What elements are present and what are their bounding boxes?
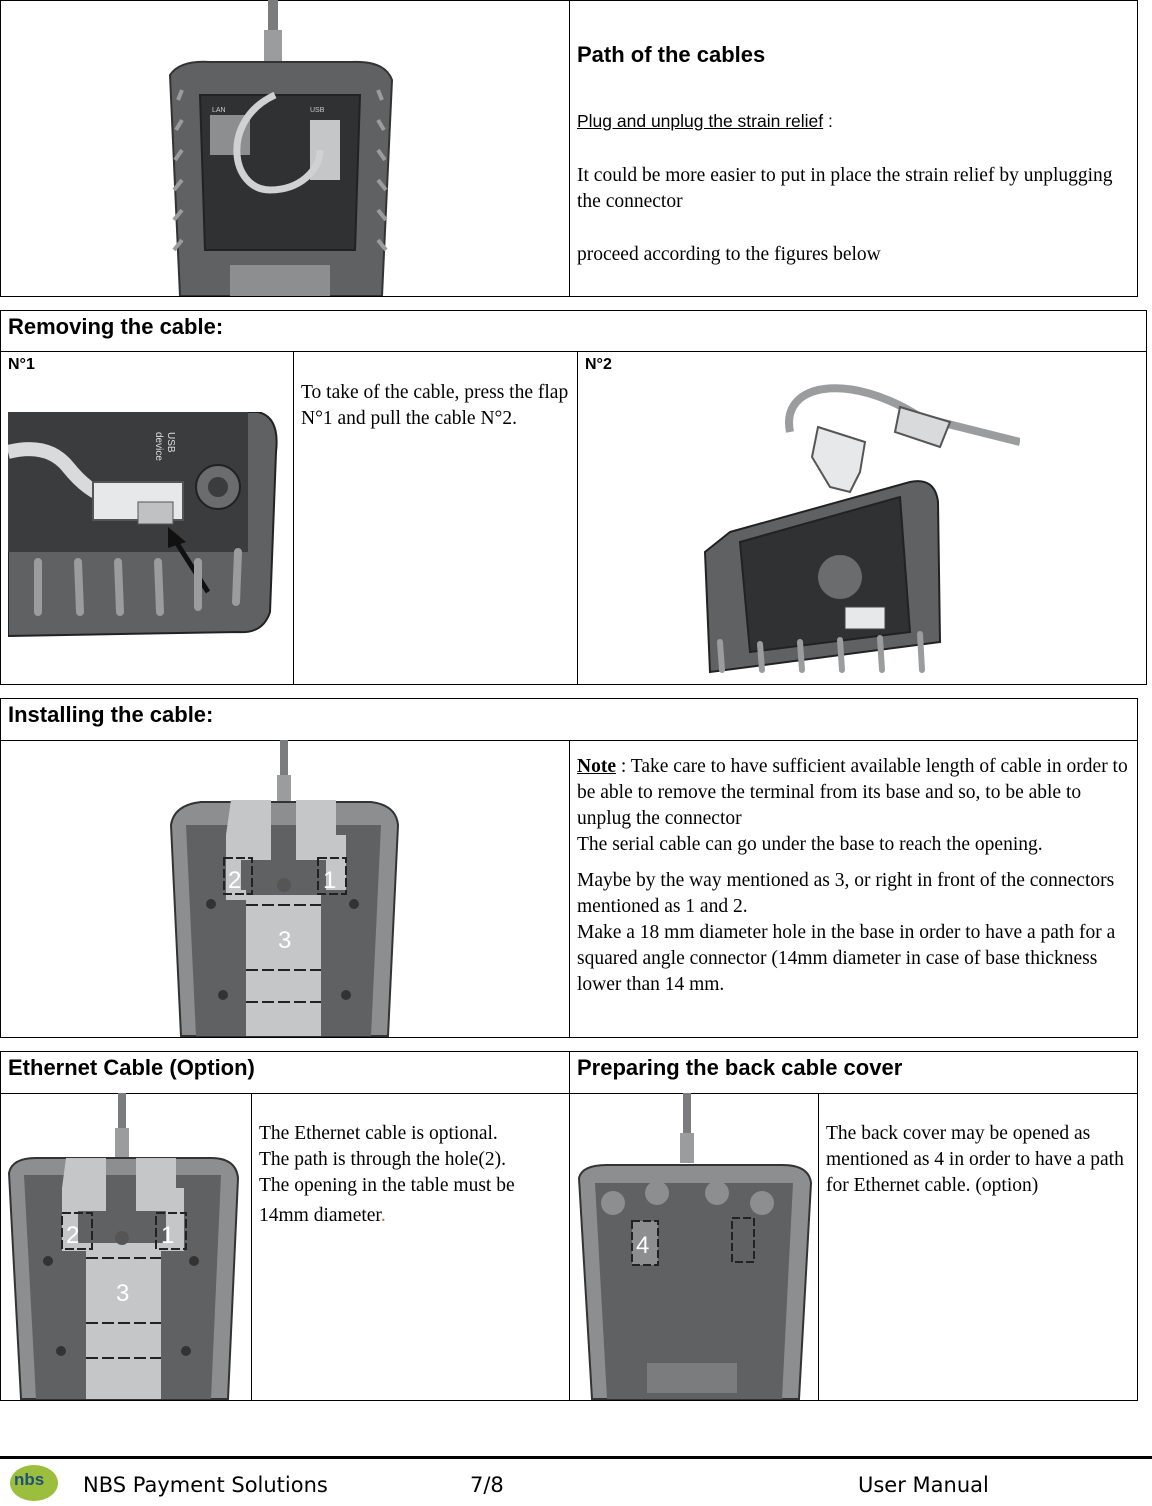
page-footer <box>0 1456 1152 1506</box>
footer-page-number: 7/8 <box>470 1473 504 1497</box>
ethernet-text-4: 14mm diameter <box>259 1205 381 1226</box>
nbs-logo <box>10 1465 58 1501</box>
remove-title: Removing the cable: <box>8 314 224 339</box>
ethernet-text-2: The path is through the hole(2). <box>259 1149 506 1170</box>
cable-removed-image <box>700 372 1020 674</box>
path-para-2: proceed according to the figures below <box>577 244 881 265</box>
usb-device-label: USB <box>165 432 176 453</box>
ethernet-title: Ethernet Cable (Option) <box>8 1055 255 1080</box>
install-note <box>577 754 1133 998</box>
note-label: Note <box>577 756 616 777</box>
note-text: : Take care to have sufficient available length of cable in order to be able to remove the terminal from its base and so, to be able to unplug the connector <box>577 756 1128 829</box>
footer-doc-type: User Manual <box>858 1473 989 1497</box>
usb-port-label: USB <box>310 107 325 114</box>
eth-path-3-label: 3 <box>116 1280 130 1307</box>
remove-instruction: To take of the cable, press the flap N°1 and pull the cable N°2. <box>301 382 569 429</box>
footer-company: NBS Payment Solutions <box>83 1473 328 1497</box>
ethernet-text-1: The Ethernet cable is optional. <box>259 1123 498 1144</box>
ethernet-text-3: The opening in the table must be <box>259 1175 515 1196</box>
flap-closeup-image <box>8 412 280 638</box>
hole-text: Make a 18 mm diameter hole in the base in order to have a path for a squared angle connector (14mm diameter in case of base thickness lower than 14 mm. <box>577 922 1116 995</box>
cover-title: Preparing the back cable cover <box>577 1055 903 1080</box>
terminal-back-open-image <box>150 0 410 296</box>
path-3-label: 3 <box>278 927 292 954</box>
ethernet-text-4-period: . <box>380 1205 386 1226</box>
eth-path-1-label: 1 <box>161 1222 175 1249</box>
eth-path-2-label: 2 <box>66 1222 80 1249</box>
cover-opening-4-label: 4 <box>636 1232 650 1259</box>
maybe-text: Maybe by the way mentioned as 3, or right in front of the connectors mentioned as 1 and 2. <box>577 870 1115 917</box>
back-cover-image <box>577 1093 813 1401</box>
nbs-logo-text: nbs <box>14 1470 45 1489</box>
n2-label: N°2 <box>585 356 612 373</box>
path-para-1: It could be more easier to put in place the strain relief by unplugging the connector <box>577 165 1113 212</box>
device-label: device <box>153 432 164 461</box>
link-suffix: : <box>823 111 833 131</box>
path-title: Path of the cables <box>577 42 766 67</box>
path-1-label: 1 <box>323 867 337 894</box>
ethernet-base-image <box>6 1093 240 1401</box>
base-paths-image <box>166 740 402 1038</box>
lan-port-label: LAN <box>212 107 226 114</box>
ethernet-text <box>259 1121 564 1229</box>
strain-relief-link[interactable]: Plug and unplug the strain relief <box>577 111 824 131</box>
cover-text: The back cover may be opened as mentioned as 4 in order to have a path for Ethernet cable. (option) <box>826 1123 1124 1196</box>
serial-text: The serial cable can go under the base to reach the opening. <box>577 834 1043 855</box>
n1-label: N°1 <box>8 356 35 373</box>
path-2-label: 2 <box>228 867 242 894</box>
install-title: Installing the cable: <box>8 702 214 727</box>
